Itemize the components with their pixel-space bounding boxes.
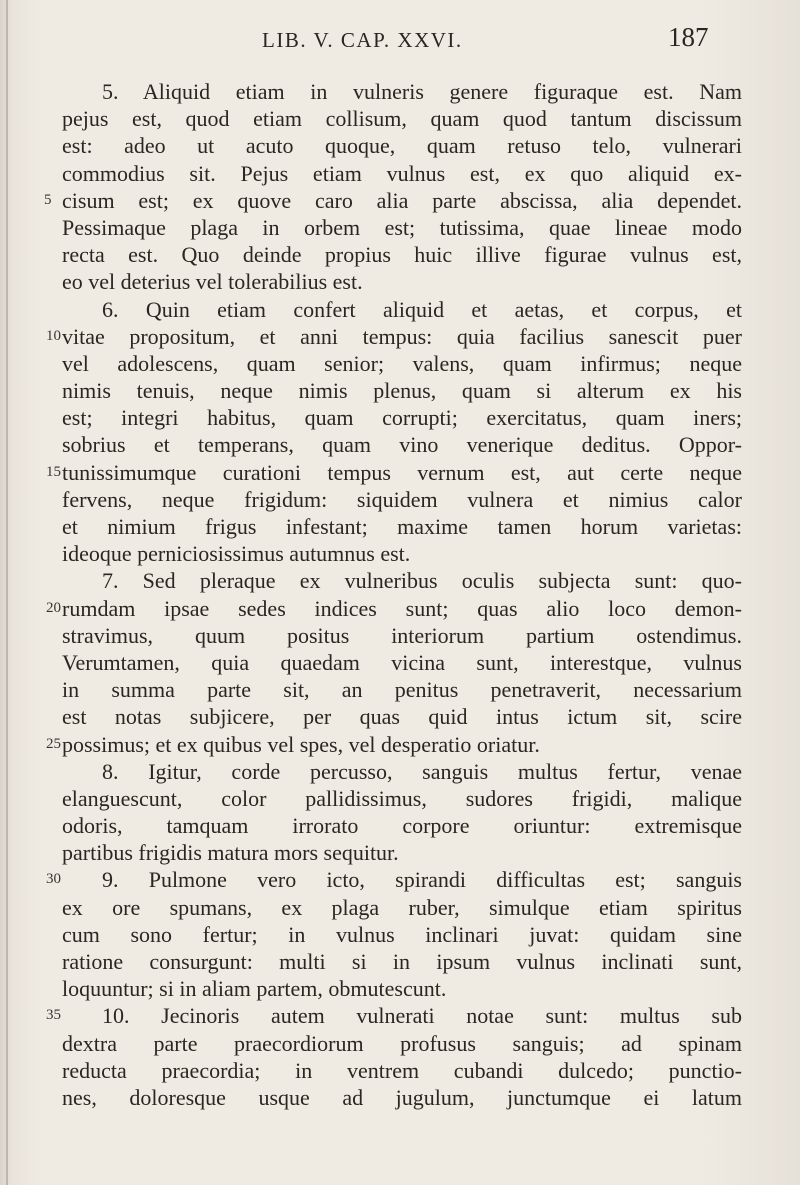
line-text: loquuntur; si in aliam partem, obmutescunt. [62,976,447,1002]
line-text: in summa parte sit, an penitus penetraverit, necessarium [62,677,742,703]
text-line [62,377,742,404]
line-number: 15 [46,463,61,480]
body-text [44,78,742,1111]
text-line [62,1057,742,1084]
text-line [62,703,742,730]
text-line [62,921,742,948]
line-text: cum sono fertur; in vulnus inclinari juvat: quidam sine [62,921,742,947]
line-text: 8. Igitur, corde percusso, sanguis multus fertur, venae [102,758,742,784]
text-line [46,459,742,486]
line-text: partibus frigidis matura mors sequitur. [62,840,399,866]
text-line [62,758,742,785]
line-text: est; integri habitus, quam corrupti; exercitatus, quam iners; [62,405,742,431]
line-text: Pessimaque plaga in orbem est; tutissima, quae lineae modo [62,214,742,240]
page-number: 187 [668,22,709,52]
line-text: Verumtamen, quia quaedam vicina sunt, interestque, vulnus [62,649,742,675]
text-line [62,214,742,241]
line-text: tunissimumque curationi tempus vernum est, aut certe neque [62,459,742,485]
text-line [62,486,742,513]
line-text: rumdam ipsae sedes indices sunt; quas alio loco demon- [62,595,742,621]
text-line [62,78,742,105]
line-text: et nimium frigus infestant; maxime tamen horum varietas: [62,514,742,539]
text-line [62,132,742,159]
line-text: 9. Pulmone vero icto, spirandi difficultas est; sanguis [102,867,742,893]
line-text: odoris, tamquam irrorato corpore oriuntur: extremisque [62,813,742,839]
text-line [62,268,742,295]
text-line [62,105,742,132]
line-number: 35 [46,1007,61,1024]
line-text: elanguescunt, color pallidissimus, sudores frigidi, malique [62,785,742,811]
text-line [62,404,742,431]
text-line [46,1002,742,1029]
line-text: reducta praecordia; in ventrem cubandi dulcedo; punctio- [62,1057,742,1083]
line-text: 7. Sed pleraque ex vulneribus oculis subjecta sunt: quo- [102,568,742,594]
line-text: stravimus, quum positus interiorum partium ostendimus. [62,622,742,648]
line-text: cisum est; ex quove caro alia parte abscissa, alia dependet. [62,187,742,213]
line-text: est notas subjicere, per quas quid intus ictum sit, scire [62,704,742,730]
text-line [62,567,742,594]
text-line [62,431,742,458]
text-line [62,785,742,812]
text-line [62,241,742,268]
page-header [0,22,800,56]
text-line [62,894,742,921]
text-line [62,622,742,649]
line-number: 5 [44,191,52,208]
line-number: 10 [46,327,61,344]
text-line [46,866,742,893]
text-line [62,1084,742,1111]
text-line [44,187,742,214]
text-line [62,839,742,866]
text-line [46,731,742,758]
line-number: 30 [46,871,61,888]
text-line [62,676,742,703]
line-text: fervens, neque frigidum: siquidem vulnera et nimius calor [62,486,742,512]
text-line [62,975,742,1002]
text-line [62,513,742,540]
text-line [62,649,742,676]
line-number: 20 [46,599,61,616]
line-text: pejus est, quod etiam collisum, quam quod tantum discissum [62,106,742,132]
line-text: possimus; et ex quibus vel spes, vel desperatio oriatur. [62,731,540,757]
text-line [46,595,742,622]
line-text: ratione consurgunt: multi si in ipsum vulnus inclinati sunt, [62,949,742,974]
line-text: ex ore spumans, ex plaga ruber, simulque etiam spiritus [62,894,742,920]
line-text: 6. Quin etiam confert aliquid et aetas, et corpus, et [102,296,742,322]
line-text: ideoque perniciosissimus autumnus est. [62,541,411,567]
text-line [62,812,742,839]
line-text: recta est. Quo deinde propius huic illive figurae vulnus est, [62,242,742,268]
text-line [62,948,742,975]
line-text: vitae propositum, et anni tempus: quia facilius sanescit puer [62,323,742,349]
line-text: nes, doloresque usque ad jugulum, junctumque ei latum [62,1084,742,1110]
text-line [62,540,742,567]
text-line [62,350,742,377]
line-text: vel adolescens, quam senior; valens, quam infirmus; neque [62,350,742,376]
line-text: commodius sit. Pejus etiam vulnus est, ex quo aliquid ex- [62,160,742,186]
text-line [62,296,742,323]
text-line [62,160,742,187]
line-text: dextra parte praecordiorum profusus sanguis; ad spinam [62,1030,742,1056]
gutter-edge [6,0,8,1185]
text-line [46,323,742,350]
line-text: sobrius et temperans, quam vino venerique deditus. Oppor- [62,432,742,458]
line-number: 25 [46,735,61,752]
line-text: eo vel deterius vel tolerabilius est. [62,269,363,295]
line-text: 10. Jecinoris autem vulnerati notae sunt: multus sub [102,1003,742,1029]
line-text: est: adeo ut acuto quoque, quam retuso telo, vulnerari [62,133,742,159]
line-text: nimis tenuis, neque nimis plenus, quam si alterum ex his [62,378,742,404]
running-head: LIB. V. CAP. XXVI. [262,28,463,52]
text-line [62,1030,742,1057]
line-text: 5. Aliquid etiam in vulneris genere figuraque est. Nam [102,79,742,104]
